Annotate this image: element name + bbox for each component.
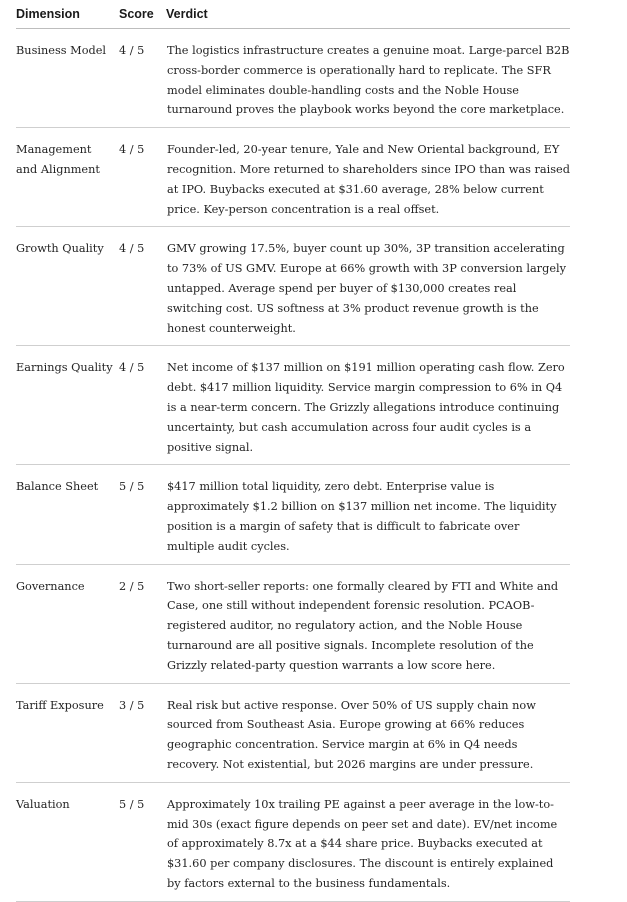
header-score: Score [119,0,166,29]
score-cell: 2 / 5 [119,564,166,683]
table-row [16,346,570,465]
table-row [16,782,570,901]
dimension-cell: Tariff Exposure [16,683,119,782]
table-row [16,564,570,683]
table-row [16,227,570,346]
header-verdict: Verdict [166,0,570,29]
score-cell: 3 / 5 [119,683,166,782]
dimension-cell: Growth Quality [16,227,119,346]
verdict-cell: $417 million total liquidity, zero debt. Enterprise value is approximately $1.2 billion on $137 million net income. The liquidity position is a margin of safety that is difficult to fabricate over multiple audit cycles. [166,465,570,564]
score-cell: 4 / 5 [119,346,166,465]
verdict-cell: Real risk but active response. Over 50% of US supply chain now sourced from Southeast Asia. Europe growing at 66% reduces geographic concentration. Service margin at 6% in Q4 needs recovery. Not existential, but 2026 margins are under pressure. [166,683,570,782]
table-row [16,29,570,128]
scorecard-table [16,0,570,902]
score-cell: 4 / 5 [119,128,166,227]
header-row [16,0,570,29]
verdict-cell: GMV growing 17.5%, buyer count up 30%, 3P transition accelerating to 73% of US GMV. Europe at 66% growth with 3P conversion largely untapped. Average spend per buyer of $130,000 creates real switching cost. US softness at 3% product revenue growth is the honest counterweight. [166,227,570,346]
score-cell: 5 / 5 [119,782,166,901]
table-row [16,683,570,782]
score-cell: 4 / 5 [119,29,166,128]
score-cell: 4 / 5 [119,227,166,346]
dimension-cell: Business Model [16,29,119,128]
dimension-cell: Governance [16,564,119,683]
dimension-cell: Balance Sheet [16,465,119,564]
dimension-cell: Valuation [16,782,119,901]
verdict-cell: Two short-seller reports: one formally cleared by FTI and White and Case, one still without independent forensic resolution. PCAOB-registered auditor, no regulatory action, and the Noble House turnaround are all positive signals. Incomplete resolution of the Grizzly related-party question warrants a low score here. [166,564,570,683]
verdict-cell: Net income of $137 million on $191 million operating cash flow. Zero debt. $417 million liquidity. Service margin compression to 6% in Q4 is a near-term concern. The Grizzly allegations introduce continuing uncertainty, but cash accumulation across four audit cycles is a positive signal. [166,346,570,465]
verdict-cell: Founder-led, 20-year tenure, Yale and New Oriental background, EY recognition. More returned to shareholders since IPO than was raised at IPO. Buybacks executed at $31.60 average, 28% below current price. Key-person concentration is a real offset. [166,128,570,227]
table-row [16,128,570,227]
table-row [16,465,570,564]
dimension-cell: Earnings Quality [16,346,119,465]
header-dimension: Dimension [16,0,119,29]
verdict-cell: Approximately 10x trailing PE against a peer average in the low-to-mid 30s (exact figure depends on peer set and date). EV/net income of approximately 8.7x at a $44 share price. Buybacks executed at $31.60 per company disclosures. The discount is entirely explained by factors external to the business fundamentals. [166,782,570,901]
score-cell: 5 / 5 [119,465,166,564]
dimension-cell: Management and Alignment [16,128,119,227]
verdict-cell: The logistics infrastructure creates a genuine moat. Large-parcel B2B cross-border commerce is operationally hard to replicate. The SFR model eliminates double-handling costs and the Noble House turnaround proves the playbook works beyond the core marketplace. [166,29,570,128]
